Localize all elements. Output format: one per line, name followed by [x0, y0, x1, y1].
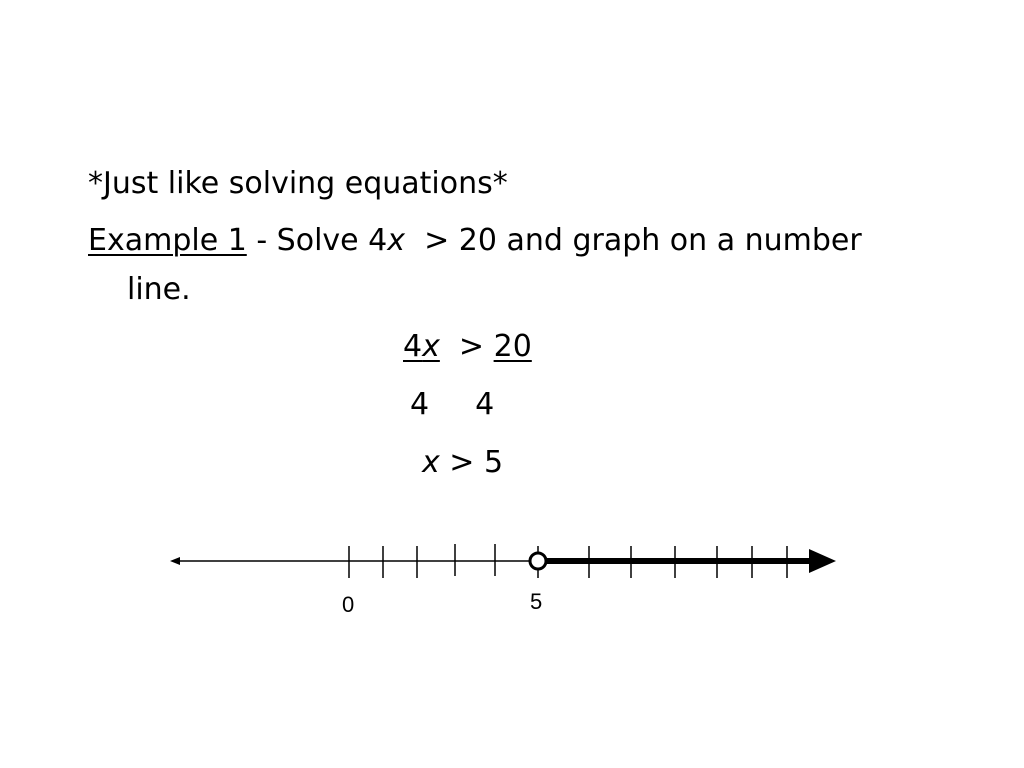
step1-rhs: 20 — [493, 329, 532, 364]
label-zero: 0 — [342, 592, 355, 617]
step2-right: 4 — [475, 387, 495, 422]
example-sep: - Solve 4 — [246, 223, 388, 258]
step2-left: 4 — [410, 387, 430, 422]
example-rest: > 20 and graph on a number — [405, 223, 862, 258]
right-arrow-icon — [809, 549, 836, 573]
example-label: Example 1 — [88, 223, 247, 258]
label-five: 5 — [530, 589, 543, 614]
open-circle-marker — [530, 553, 546, 569]
step3-rest: > 5 — [439, 445, 504, 480]
step3-var: x — [422, 445, 440, 480]
step1-var: x — [422, 329, 440, 364]
example-continuation: line. — [127, 272, 191, 307]
note-text: *Just like solving equations* — [88, 166, 508, 201]
step1-coef: 4 — [403, 329, 423, 364]
example-var: x — [387, 223, 406, 258]
left-arrow-icon — [170, 557, 180, 565]
step1-op: > — [439, 329, 494, 364]
